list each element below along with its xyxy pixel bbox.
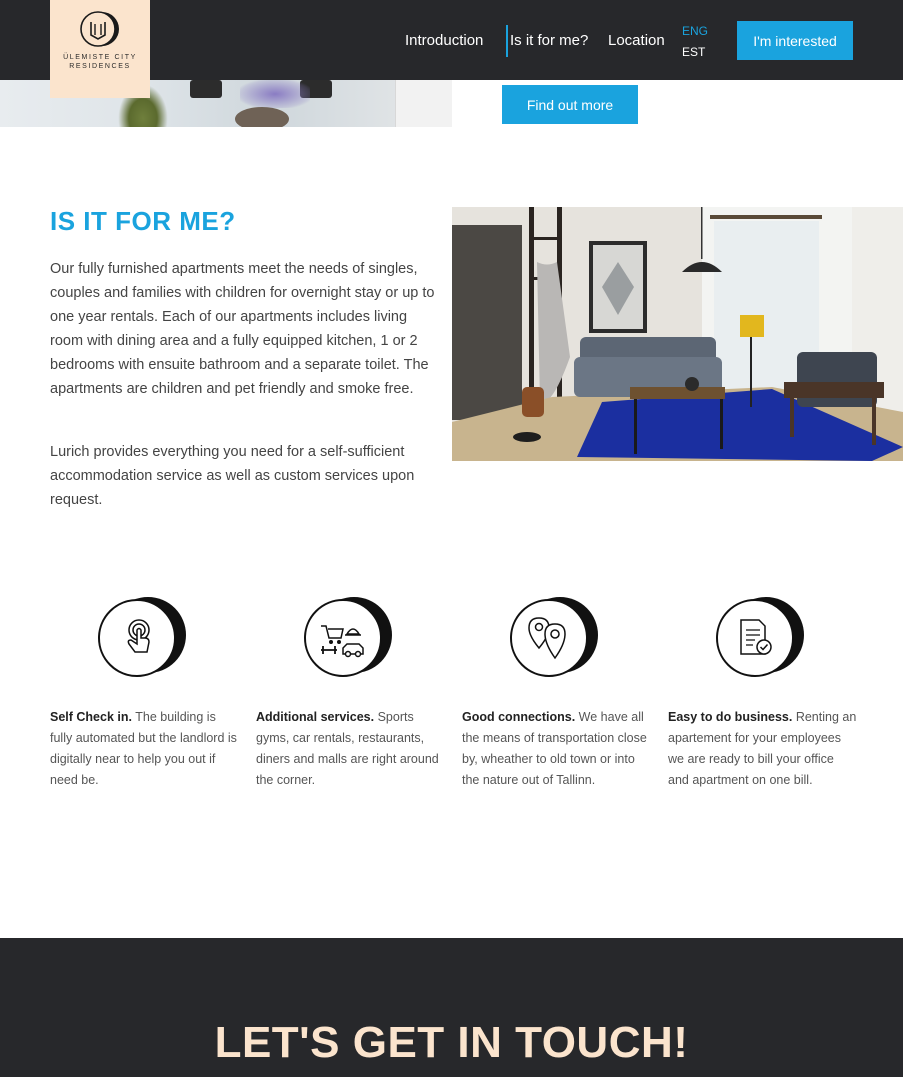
feature-title: Self Check in. — [50, 710, 132, 724]
section-title: IS IT FOR ME? — [50, 206, 236, 236]
feature-additional-services — [256, 595, 446, 791]
feature-description: The building is fully automated but the landlord is digitally near to help you out if need be. — [50, 710, 237, 787]
feature-good-connections — [462, 595, 652, 791]
logo[interactable] — [50, 0, 150, 98]
feature-description: Sports gyms, car rentals, restaurants, diners and malls are right around the corner. — [256, 710, 439, 787]
contact-title: LET'S GET IN TOUCH! — [214, 1018, 689, 1067]
feature-text — [256, 707, 446, 791]
logo-text — [63, 53, 137, 71]
find-out-more-button[interactable]: Find out more — [502, 85, 638, 124]
image-chair — [190, 80, 222, 98]
lang-eng-link[interactable]: ENG — [682, 24, 709, 38]
map-pin-icon — [510, 595, 602, 679]
feature-title: Additional services. — [256, 710, 375, 724]
feature-description: We have all the means of transportation close by, wheather to old town or into the nature out of Tallinn. — [462, 710, 647, 787]
nav-location[interactable]: Location — [608, 32, 665, 49]
feature-self-checkin — [50, 595, 240, 791]
services-icon — [304, 595, 396, 679]
apartment-photo — [452, 207, 903, 461]
feature-text — [668, 707, 858, 791]
image-table — [235, 107, 289, 127]
nav-introduction[interactable]: Introduction — [405, 32, 484, 49]
feature-title: Easy to do business. — [668, 710, 793, 724]
document-check-icon — [716, 595, 808, 679]
about-paragraph-1: Our fully furnished apartments meet the needs of singles, couples and families with children for overnight stay or up to one year rentals. Each of our apartments includes living room with dining area and a fully equipped kitchen, 1 or 2 bedrooms with ensuite bathroom and a separate toilet. The apartments are children and pet friendly and smoke free. — [50, 261, 435, 397]
image-lavender — [240, 80, 310, 108]
touch-hand-icon — [98, 595, 190, 679]
feature-description: Renting an apartement for your employees we are ready to bill your office and apartment on one bill. — [668, 710, 857, 787]
logo-mark-icon — [78, 9, 122, 49]
lang-est-link[interactable]: EST — [682, 45, 706, 59]
contact-footer — [0, 938, 903, 1077]
logo-line1: ÜLEMISTE CITY — [63, 54, 137, 61]
feature-text — [462, 707, 652, 791]
about-paragraph-2: Lurich provides everything you need for a self-sufficient accommodation service as well as custom services upon request. — [50, 444, 415, 508]
feature-easy-business — [668, 595, 858, 791]
feature-title: Good connections. — [462, 710, 576, 724]
logo-line2: RESIDENCES — [69, 63, 131, 70]
nav-is-it-for-me[interactable]: Is it for me? — [510, 32, 589, 49]
image-wall — [395, 80, 452, 127]
interested-button[interactable]: I'm interested — [737, 21, 853, 60]
nav-active-indicator — [506, 25, 508, 57]
feature-text — [50, 707, 240, 791]
